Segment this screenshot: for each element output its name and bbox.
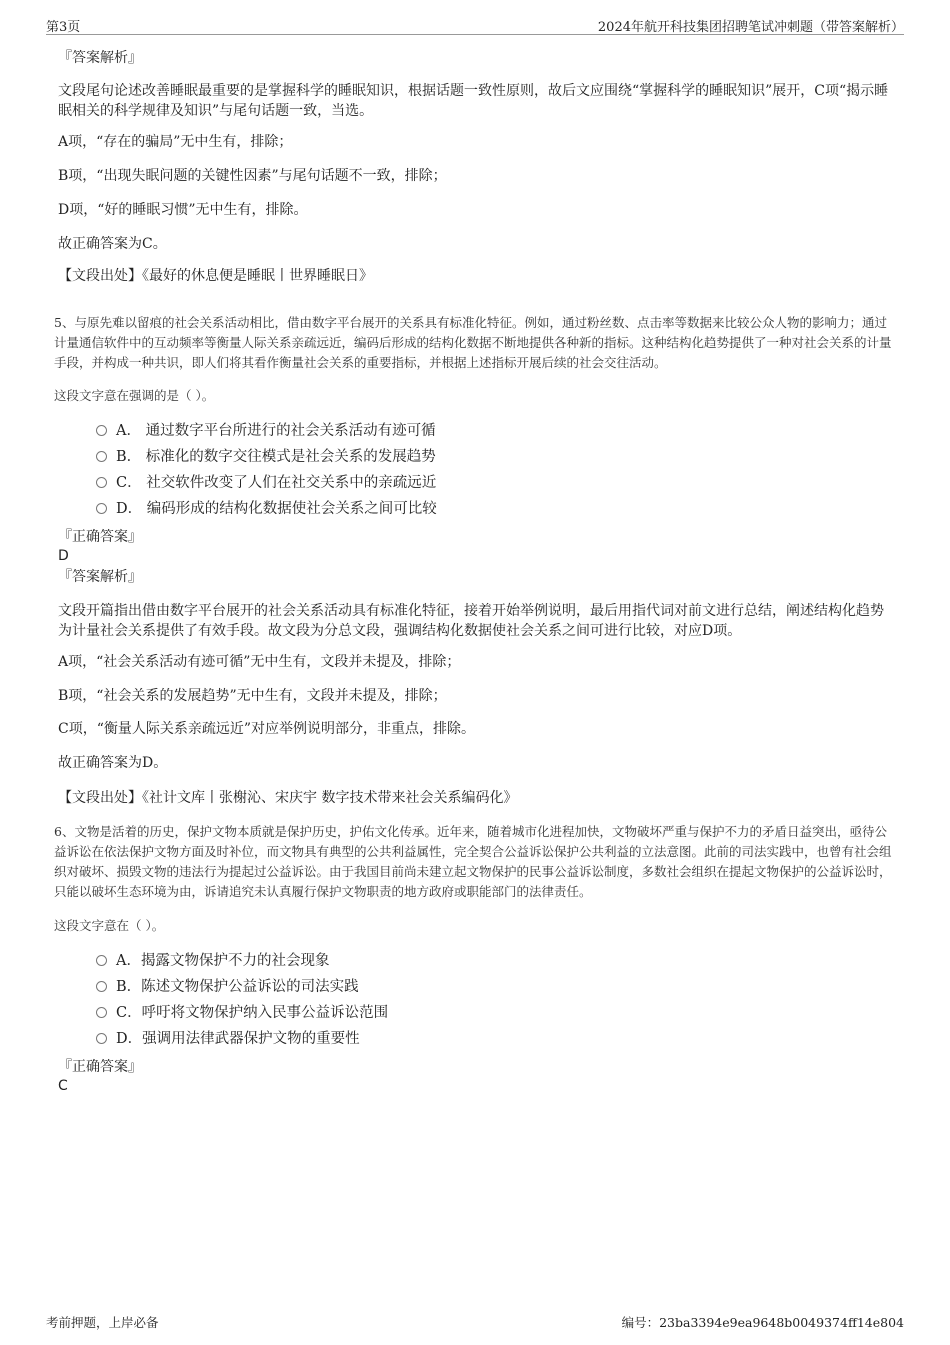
q5-option-b[interactable] xyxy=(96,447,436,467)
page-header xyxy=(46,14,904,35)
radio-icon[interactable] xyxy=(96,1033,107,1044)
q5-option-d[interactable] xyxy=(96,499,437,519)
option-label: A． 通过数字平台所进行的社会关系活动有迹可循 xyxy=(116,423,436,439)
q4-option-b-explanation: B项，“出现失眠问题的关键性因素”与尾句话题不一致，排除； xyxy=(58,168,447,184)
option-label: B．陈述文物保护公益诉讼的司法实践 xyxy=(116,979,359,995)
q5-analysis-text: 文段开篇指出借由数字平台展开的社会关系活动具有标准化特征，接着开始举例说明，最后用指代词对前文进行总结，阐述结构化趋势为计量社会关系提供了有效手段。故文段为分总文段，强调结构化数据使社会关系之间可进行比较，对应D项。 xyxy=(58,603,884,639)
q5-option-a-explanation: A项，“社会关系活动有迹可循”无中生有，文段并未提及，排除； xyxy=(58,654,461,670)
q6-option-c[interactable] xyxy=(96,1003,388,1023)
q5-stem: 5、与原先难以留痕的社会关系活动相比，借由数字平台展开的关系具有标准化特征。例如，通过粉丝数、点击率等数据来比较公众人物的影响力；通过计量通信软件中的互动频率等衡量人际关系亲疏远近，编码后形成的结构化数据不断地提供各种新的指标。这种结构化趋势提供了一种对社会关系的计量手段，并构成一种共识，即人们将其看作衡量社会关系的重要指标，并根据上述指标开展后续的社会交往活动。 xyxy=(54,315,892,370)
q6-answer: C xyxy=(58,1078,68,1094)
q5-option-b-explanation: B项，“社会关系的发展趋势”无中生有，文段并未提及，排除； xyxy=(58,688,447,704)
q6-option-a[interactable] xyxy=(96,951,329,971)
option-label: C．呼吁将文物保护纳入民事公益诉讼范围 xyxy=(116,1005,389,1021)
option-label: A．揭露文物保护不力的社会现象 xyxy=(116,953,330,969)
option-label: D．强调用法律武器保护文物的重要性 xyxy=(116,1031,360,1047)
document-id: 编号：23ba3394e9ea9648b0049374ff14e804 xyxy=(621,1315,904,1330)
document-title: 2024年航开科技集团招聘笔试冲刺题（带答案解析） xyxy=(597,20,904,35)
radio-icon[interactable] xyxy=(96,477,107,488)
q5-conclusion: 故正确答案为D。 xyxy=(58,755,168,771)
q5-prompt: 这段文字意在强调的是（ ）。 xyxy=(54,388,215,403)
radio-icon[interactable] xyxy=(96,425,107,436)
option-label: C． 社交软件改变了人们在社交关系中的亲疏远近 xyxy=(116,475,437,491)
page-number: 第3页 xyxy=(46,20,81,35)
q5-answer-title: 『正确答案』 xyxy=(58,529,142,545)
q5-option-c-explanation: C项，“衡量人际关系亲疏远近”对应举例说明部分，非重点，排除。 xyxy=(58,721,476,737)
option-label: B． 标准化的数字交往模式是社会关系的发展趋势 xyxy=(116,449,436,465)
q6-answer-title: 『正确答案』 xyxy=(58,1059,142,1075)
q5-option-a[interactable] xyxy=(96,421,436,441)
radio-icon[interactable] xyxy=(96,981,107,992)
q5-analysis-title: 『答案解析』 xyxy=(58,569,142,585)
q5-option-c[interactable] xyxy=(96,473,436,493)
radio-icon[interactable] xyxy=(96,451,107,462)
q4-option-d-explanation: D项，“好的睡眠习惯”无中生有，排除。 xyxy=(58,202,308,218)
radio-icon[interactable] xyxy=(96,503,107,514)
q6-option-d[interactable] xyxy=(96,1029,360,1049)
q6-prompt: 这段文字意在（ ）。 xyxy=(54,918,165,933)
q5-answer: D xyxy=(58,548,69,564)
q4-analysis-title: 『答案解析』 xyxy=(58,50,142,66)
q5-source: 【文段出处】《社计文库丨张榭沁、宋庆宇 数字技术带来社会关系编码化》 xyxy=(58,790,518,806)
radio-icon[interactable] xyxy=(96,1007,107,1018)
radio-icon[interactable] xyxy=(96,955,107,966)
q4-source: 【文段出处】《最好的休息便是睡眠丨世界睡眠日》 xyxy=(58,268,373,284)
q6-option-b[interactable] xyxy=(96,977,359,997)
footer-slogan: 考前押题，上岸必备 xyxy=(46,1315,159,1330)
q4-option-a-explanation: A项，“存在的骗局”无中生有，排除； xyxy=(58,134,293,150)
option-label: D． 编码形成的结构化数据使社会关系之间可比较 xyxy=(116,501,437,517)
q6-stem: 6、文物是活着的历史，保护文物本质就是保护历史，护佑文化传承。近年来，随着城市化进程加快，文物破坏严重与保护不力的矛盾日益突出，亟待公益诉讼在依法保护文物方面及时补位，而文物具有典型的公共利益属性，完全契合公益诉讼保护公共利益的立法意图。此前的司法实践中，也曾有社会组织对破坏、损毁文物的违法行为提起过公益诉讼。由于我国目前尚未建立起文物保护的民事公益诉讼制度，多数社会组织在提起文物保护的公益诉讼时，只能以破坏生态环境为由，诉请追究未认真履行保护文物职责的地方政府或职能部门的法律责任。 xyxy=(54,824,892,899)
q4-analysis-text: 文段尾句论述改善睡眠最重要的是掌握科学的睡眠知识，根据话题一致性原则，故后文应围绕“掌握科学的睡眠知识”展开，C项“揭示睡眠相关的科学规律及知识”与尾句话题一致，当选。 xyxy=(58,83,889,119)
q4-conclusion: 故正确答案为C。 xyxy=(58,236,167,252)
